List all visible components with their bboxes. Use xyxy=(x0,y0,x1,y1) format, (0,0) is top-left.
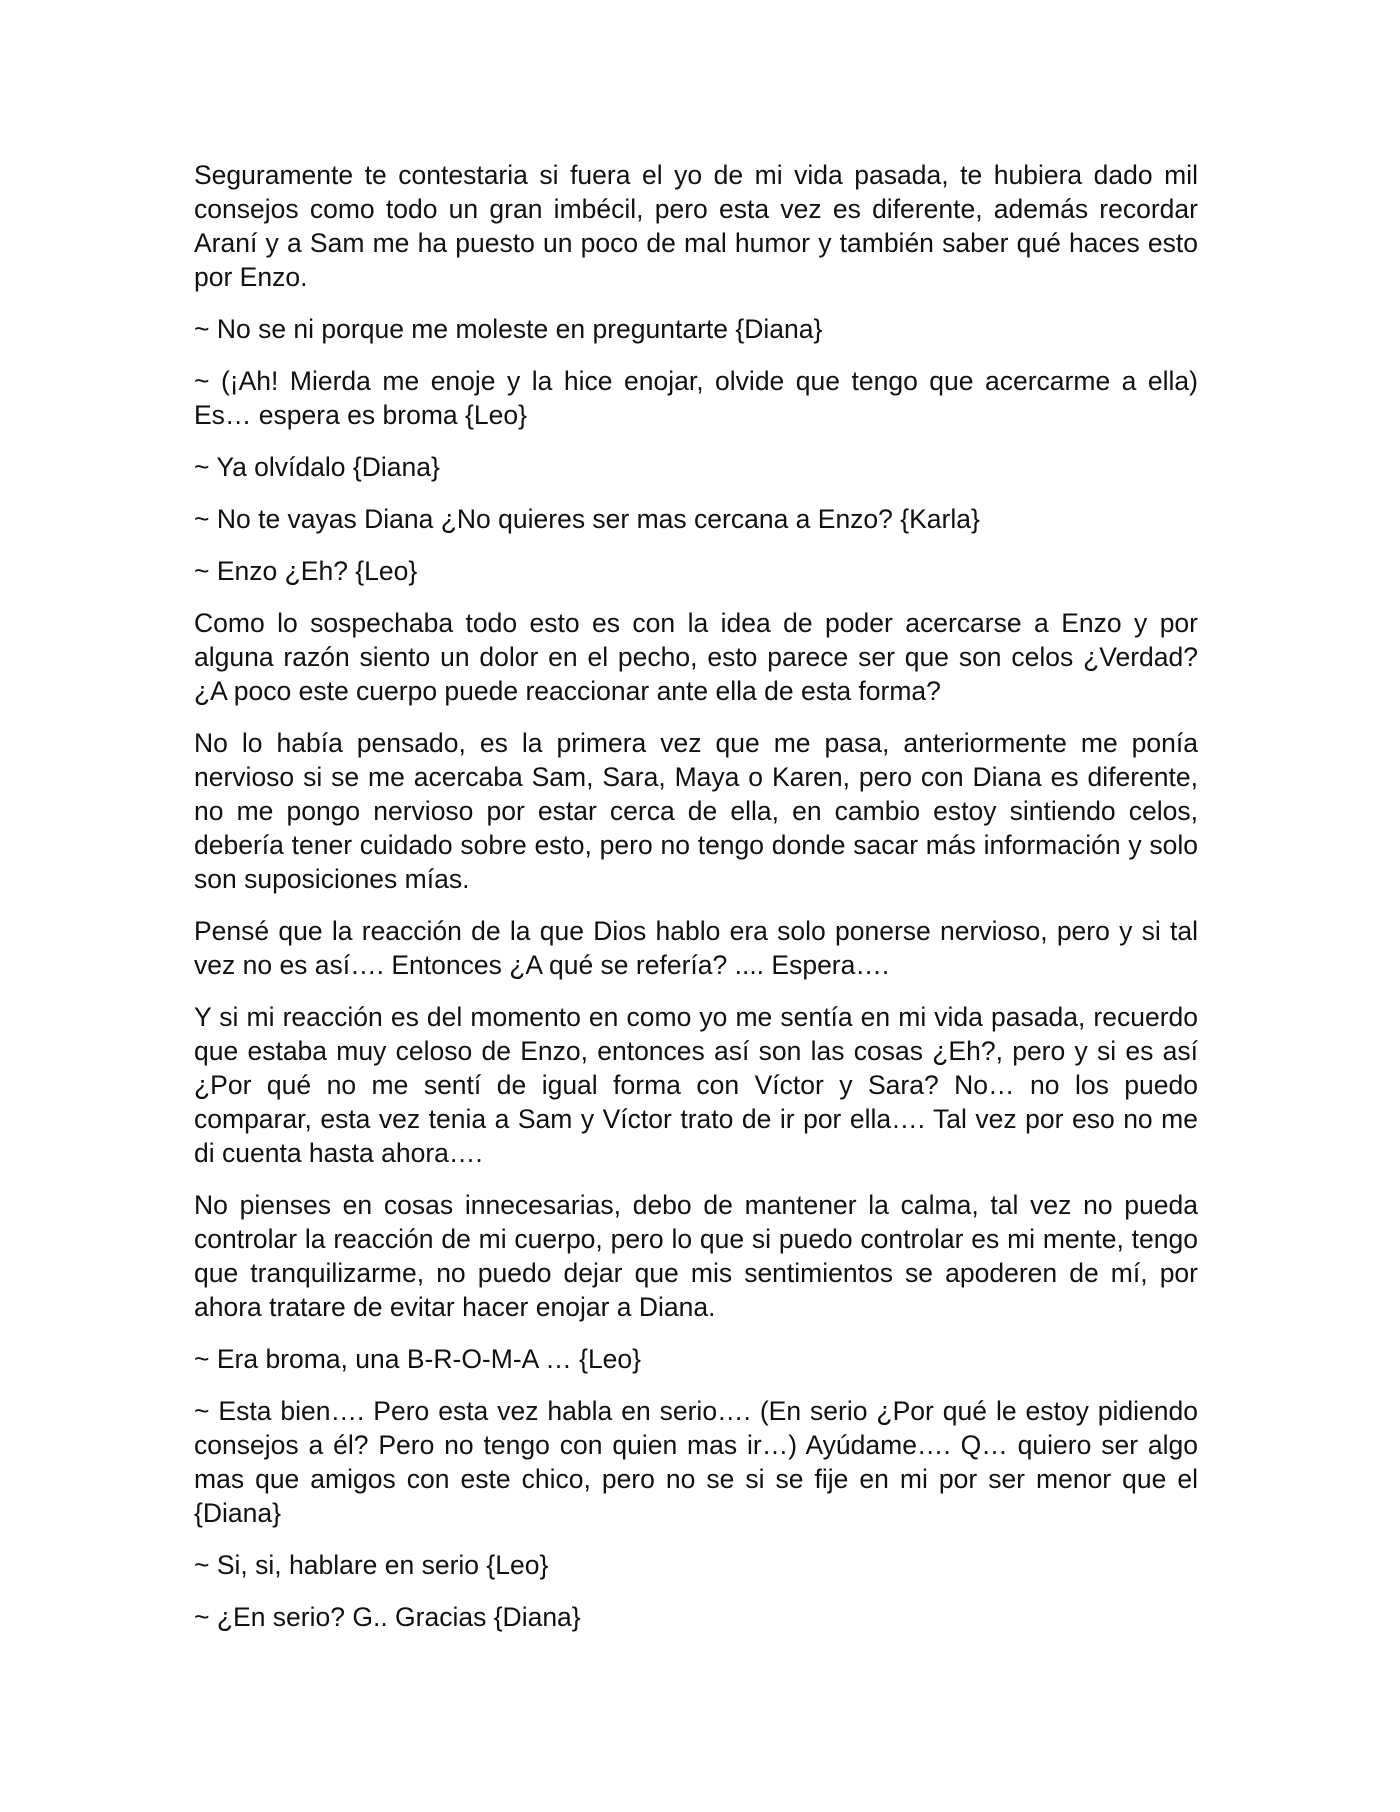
dialogue-line: ~ No se ni porque me moleste en preguntarte {Diana} xyxy=(194,314,823,344)
paragraph-narration: No lo había pensado, es la primera vez que me pasa, anteriormente me ponía nervioso si se me acercaba Sam, Sara, Maya o Karen, pero con Diana es diferente, no me pongo nervioso por estar cerca de ella, en cambio estoy sintiendo celos, debería tener cuidado sobre esto, pero no tengo donde sacar más información y solo son suposiciones mías. xyxy=(194,728,1198,894)
dialogue-line: ~ Si, si, hablare en serio {Leo} xyxy=(194,1550,549,1580)
paragraph-narration: No pienses en cosas innecesarias, debo de mantener la calma, tal vez no pueda controlar la reacción de mi cuerpo, pero lo que si puedo controlar es mi mente, tengo que tranquilizarme, no puedo dejar que mis sentimientos se apoderen de mí, por ahora tratare de evitar hacer enojar a Diana. xyxy=(194,1190,1198,1322)
dialogue-line: ~ Era broma, una B-R-O-M-A … {Leo} xyxy=(194,1344,642,1374)
paragraph-narration: Seguramente te contestaria si fuera el yo de mi vida pasada, te hubiera dado mil consejos como todo un gran imbécil, pero esta vez es diferente, además recordar Araní y a Sam me ha puesto un poco de mal humor y también saber qué haces esto por Enzo. xyxy=(194,160,1198,292)
dialogue-line: ~ Enzo ¿Eh? {Leo} xyxy=(194,556,418,586)
dialogue-line: ~ (¡Ah! Mierda me enoje y la hice enojar, olvide que tengo que acercarme a ella) Es… espera es broma {Leo} xyxy=(194,366,1198,430)
dialogue-line: ~ Ya olvídalo {Diana} xyxy=(194,452,440,482)
document-page xyxy=(194,158,1198,1652)
paragraph-narration: Como lo sospechaba todo esto es con la idea de poder acercarse a Enzo y por alguna razón siento un dolor en el pecho, esto parece ser que son celos ¿Verdad? ¿A poco este cuerpo puede reaccionar ante ella de esta forma? xyxy=(194,608,1198,706)
dialogue-line: ~ Esta bien…. Pero esta vez habla en serio…. (En serio ¿Por qué le estoy pidiendo consejos a él? Pero no tengo con quien mas ir…) Ayúdame…. Q… quiero ser algo mas que amigos con este chico, pero no se si se fije en mi por ser menor que el {Diana} xyxy=(194,1396,1198,1528)
dialogue-line: ~ No te vayas Diana ¿No quieres ser mas cercana a Enzo? {Karla} xyxy=(194,504,980,534)
paragraph-narration: Pensé que la reacción de la que Dios hablo era solo ponerse nervioso, pero y si tal vez no es así…. Entonces ¿A qué se refería? .... Espera…. xyxy=(194,916,1198,980)
dialogue-line: ~ ¿En serio? G.. Gracias {Diana} xyxy=(194,1602,581,1632)
paragraph-narration: Y si mi reacción es del momento en como yo me sentía en mi vida pasada, recuerdo que estaba muy celoso de Enzo, entonces así son las cosas ¿Eh?, pero y si es así ¿Por qué no me sentí de igual forma con Víctor y Sara? No… no los puedo comparar, esta vez tenia a Sam y Víctor trato de ir por ella…. Tal vez por eso no me di cuenta hasta ahora…. xyxy=(194,1002,1198,1168)
